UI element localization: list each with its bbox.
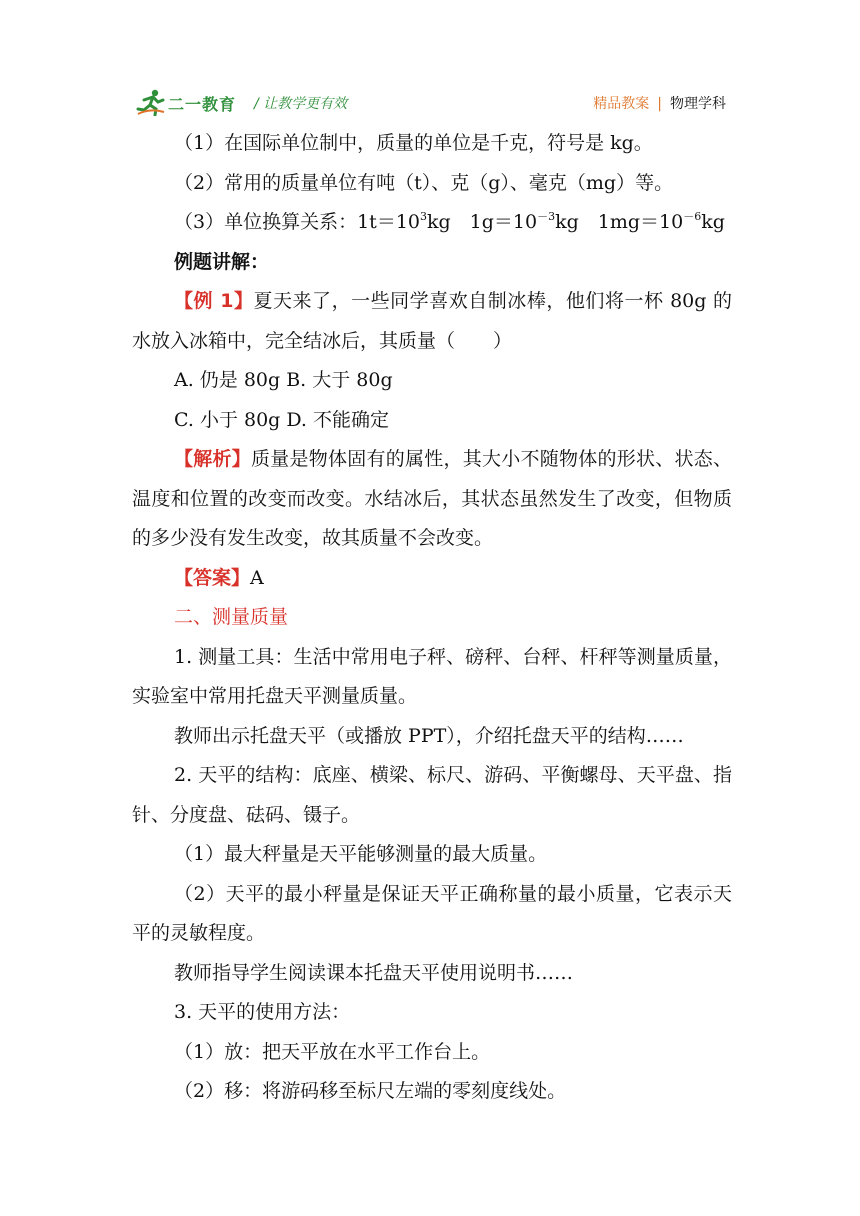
teacher-note-1: 教师出示托盘天平（或播放 PPT），介绍托盘天平的结构…… <box>174 724 684 747</box>
header-divider <box>136 118 726 119</box>
analysis-text: 质量是物体固有的属性，其大小不随物体的形状、状态、温度和位置的改变而改变。水结冰后，其状态虽然发生了改变，但物质的多少没有发生改变，故其质量不会改变。 <box>132 448 732 549</box>
balance-structure: 2. 天平的结构：底座、横梁、标尺、游码、平衡螺母、天平盘、指针、分度盘、砝码、镊子。 <box>132 764 732 826</box>
answer-text: A <box>250 566 264 589</box>
min-capacity: （2）天平的最小秤量是保证天平正确称量的最小质量，它表示天平的灵敏程度。 <box>132 882 732 944</box>
analysis-tag: 【解析】 <box>174 448 251 470</box>
usage-step-2: （2）移：将游码移至标尺左端的零刻度线处。 <box>174 1080 567 1102</box>
conv-text-4: kg <box>701 211 725 233</box>
max-capacity: （1）最大秤量是天平能够测量的最大质量。 <box>174 843 548 865</box>
header-subject: 物理学科 <box>670 96 726 112</box>
header-right <box>593 93 726 113</box>
unit-conversion <box>132 203 732 243</box>
usage-heading: 3. 天平的使用方法： <box>174 1001 351 1023</box>
answer-tag: 【答案】 <box>174 566 251 589</box>
example-tag: 【例 1】 <box>174 290 254 312</box>
document-body <box>132 124 732 1112</box>
unit-line-2: （2）常用的质量单位有吨（t）、克（g）、毫克（mg）等。 <box>174 171 674 194</box>
example-heading: 例题讲解： <box>174 250 270 273</box>
options-ab: A. 仍是 80g B. 大于 80g <box>174 369 393 391</box>
conv-text-2: kg 1g＝10 <box>427 211 538 233</box>
runner-icon <box>136 88 166 116</box>
measuring-tools: 1. 测量工具：生活中常用电子秤、磅秤、台秤、杆秤等测量质量，实验室中常用托盘天平测量质量。 <box>132 645 732 707</box>
teacher-note-2: 教师指导学生阅读课本托盘天平使用说明书…… <box>174 961 574 984</box>
logo-text: 二一教育 <box>168 95 237 114</box>
options-cd: C. 小于 80g D. 不能确定 <box>174 408 389 431</box>
conv-sup-1: 3 <box>420 210 427 223</box>
conv-sup-3: －6 <box>683 210 702 223</box>
conv-text-1: （3）单位换算关系：1t＝10 <box>174 211 420 233</box>
unit-line-1: （1）在国际单位制中，质量的单位是千克，符号是 kg。 <box>174 132 653 154</box>
usage-step-1: （1）放：把天平放在水平工作台上。 <box>174 1040 491 1063</box>
header-separator: | <box>657 96 662 112</box>
logo <box>136 88 248 116</box>
header-category: 精品教案 <box>593 96 650 112</box>
conv-sup-2: －3 <box>537 210 556 223</box>
conv-text-3: kg 1mg＝10 <box>555 211 684 233</box>
example-text: 夏天来了，一些同学喜欢自制冰棒，他们将一杯 80g 的水放入冰箱中，完全结冰后，其质量（ ） <box>132 290 732 352</box>
slogan: / 让教学更有效 <box>254 96 348 112</box>
section-heading: 二、测量质量 <box>174 606 289 628</box>
answer <box>132 559 732 599</box>
analysis <box>132 440 732 559</box>
page-header <box>136 84 726 120</box>
example-1 <box>132 282 732 361</box>
